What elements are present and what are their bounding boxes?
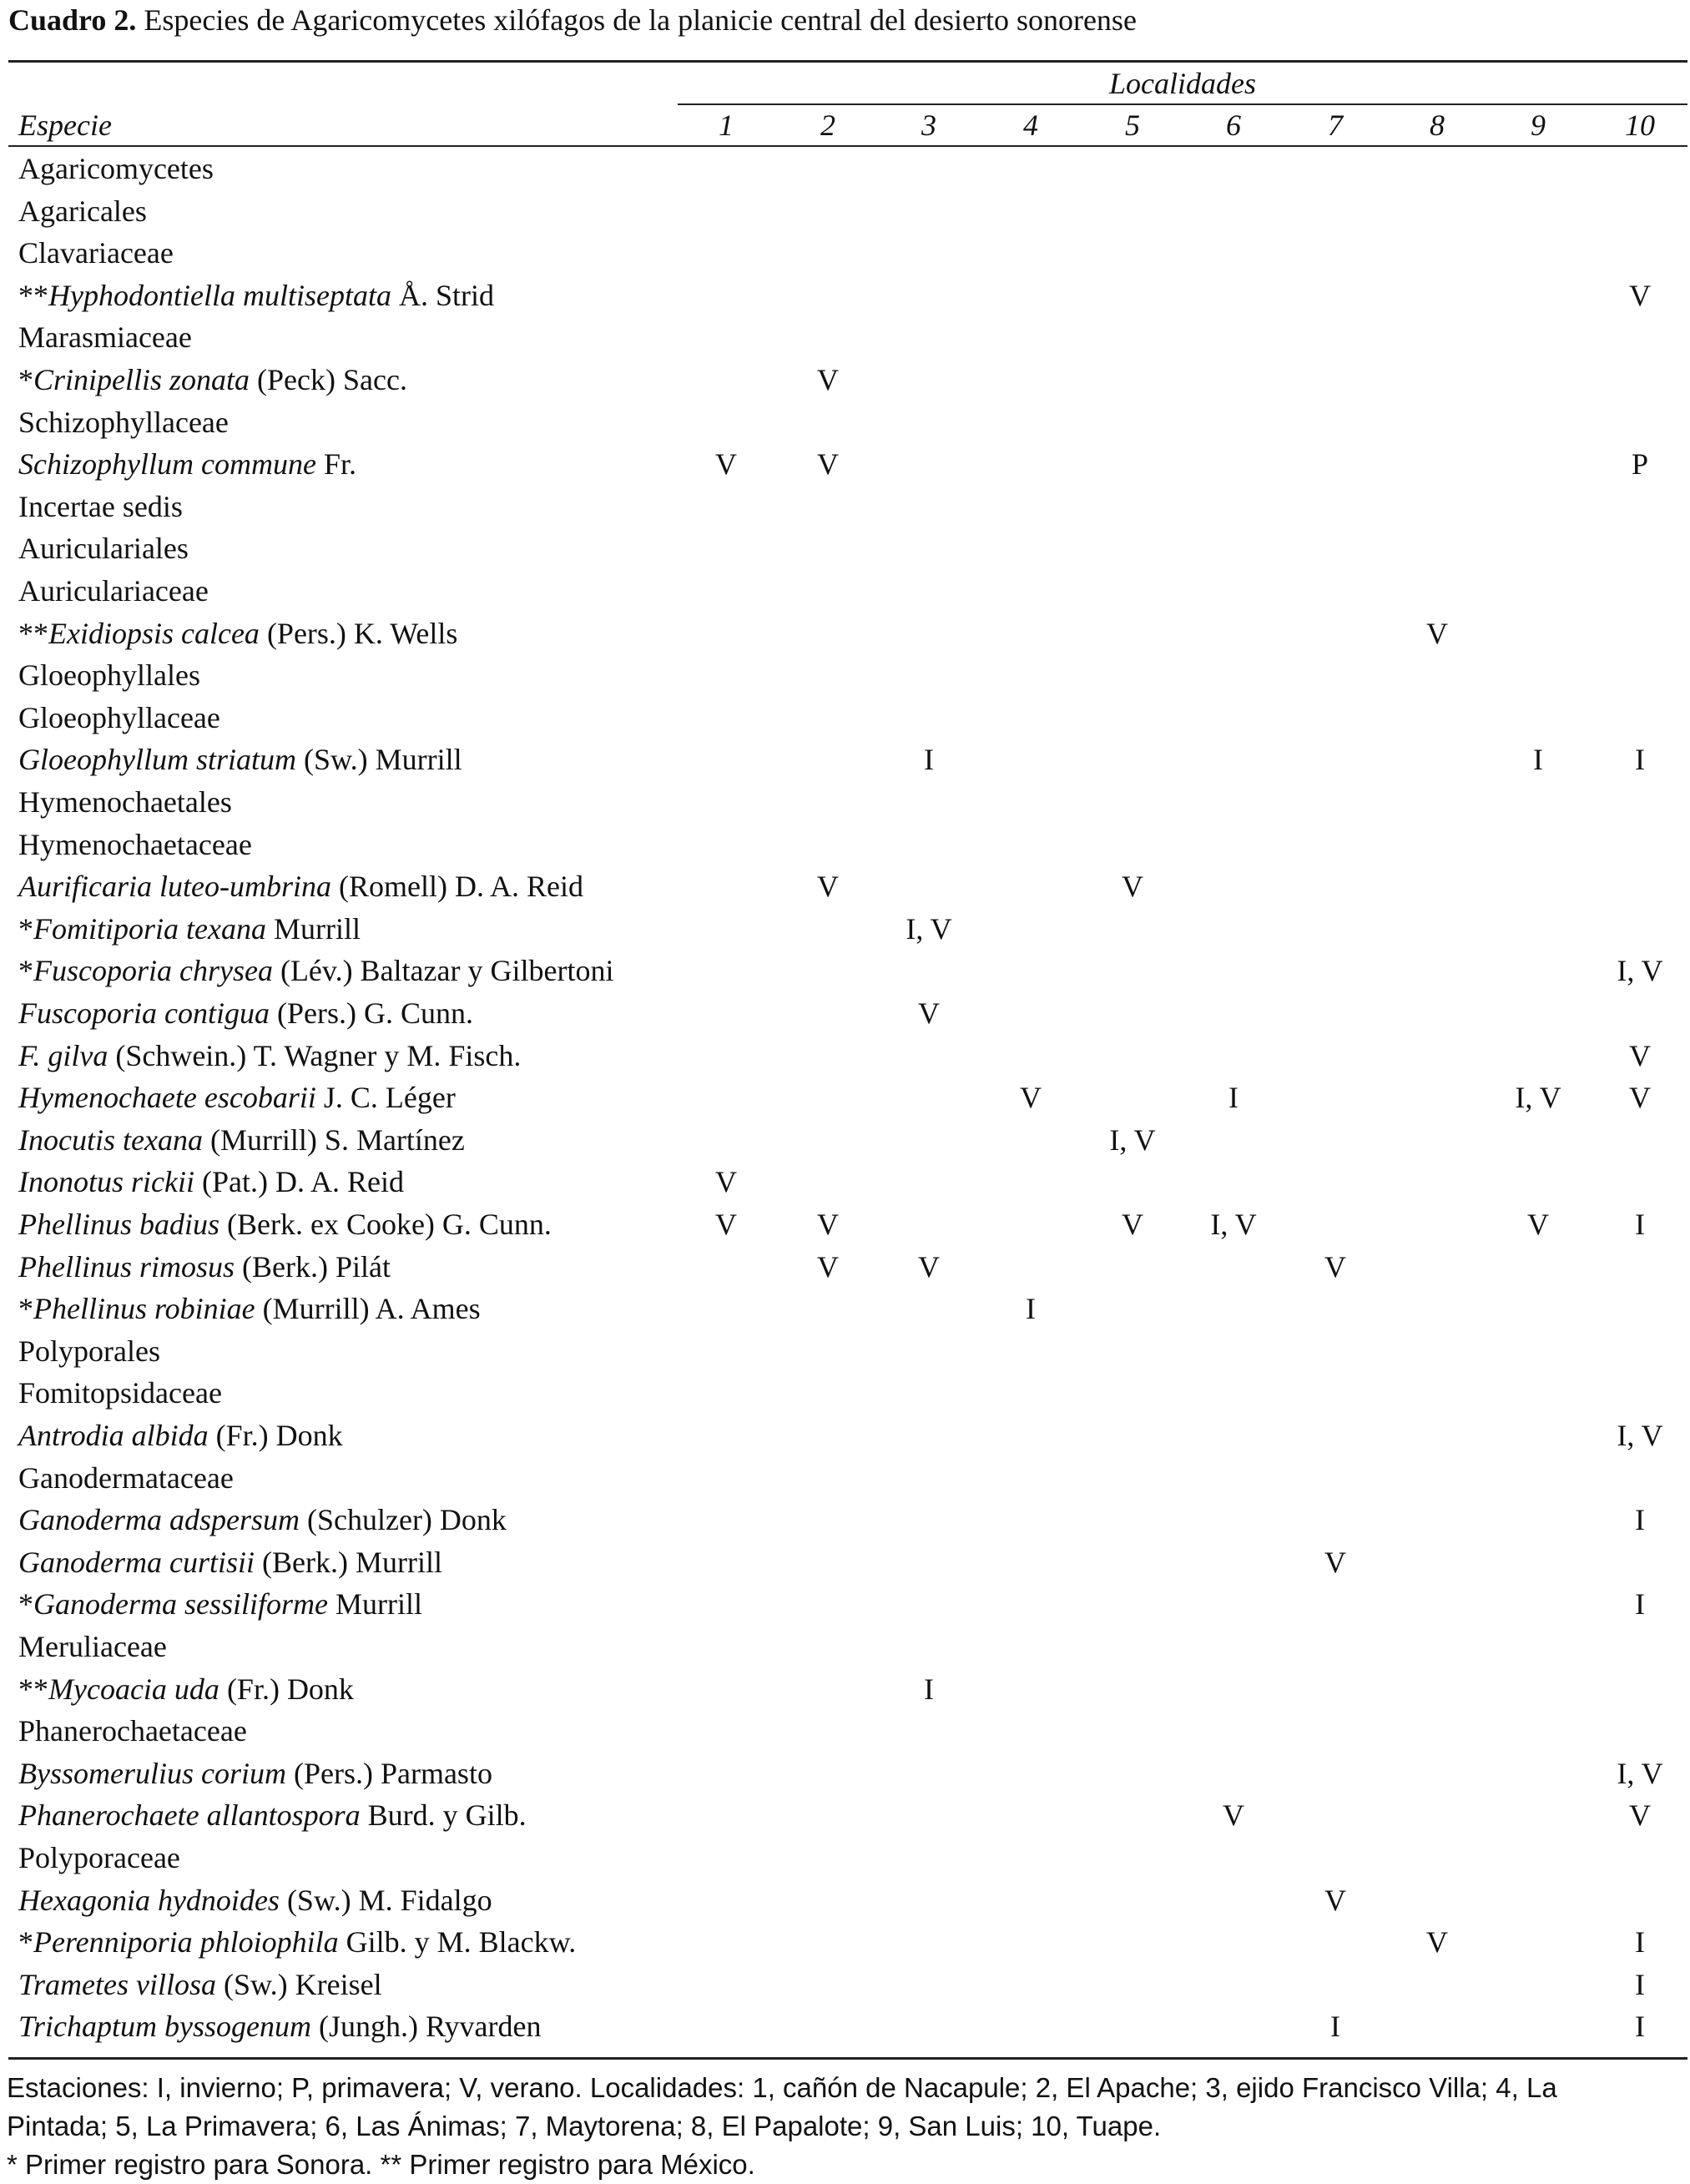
species-binomial: Byssomerulius corium [18,1756,286,1790]
species-name [18,910,361,947]
table-cell: I, V [1210,1208,1257,1241]
header-rule [8,145,1687,147]
table-cell: V [1629,1038,1651,1072]
table-cell: V [715,1165,737,1199]
species-binomial: Mycoacia uda [48,1672,219,1706]
taxon-label: Auriculariaceae [18,574,209,608]
taxon-label: Polyporales [18,1334,160,1368]
table-cell: I [1635,743,1645,777]
table-cell: V [1426,616,1448,650]
species-name [18,361,407,398]
table-cell: I [1228,1081,1238,1115]
table-cell: V [715,447,737,482]
species-author: (Romell) D. A. Reid [330,870,583,904]
species-name [18,1163,404,1200]
species-name [18,741,462,778]
column-header-1: 1 [719,108,734,142]
species-author: Murrill [265,911,361,946]
species-author: (Sw.) M. Fidalgo [279,1883,492,1917]
column-header-5: 5 [1125,108,1140,142]
species-author: Murrill [328,1587,422,1622]
table-cell: I [1635,2010,1645,2044]
species-author: (Pers.) K. Wells [259,616,458,650]
table-cell: I [924,743,934,777]
column-header-10: 10 [1625,108,1655,142]
species-name [18,1079,456,1116]
column-header-6: 6 [1226,108,1241,142]
species-name [18,1417,343,1454]
species-prefix: ** [18,1672,48,1706]
species-name [18,995,473,1031]
taxon-label: Incertae sedis [18,489,183,523]
taxon-label: Phanerochaetaceae [18,1714,247,1748]
taxon-label: Clavariaceae [18,236,174,270]
note-line: * Primer registro para Sonora. ** Primer registro para México. [7,2149,755,2180]
species-binomial: Hexagonia hydnoides [18,1883,280,1917]
species-binomial: Perenniporia phloiophila [33,1925,339,1960]
species-name [18,1290,481,1327]
species-prefix: * [18,954,33,988]
table-cell: V [715,1208,737,1241]
table-cell: I, V [1109,1122,1156,1157]
table-cell: V [918,996,940,1030]
species-binomial: Phanerochaete allantospora [18,1798,361,1833]
species-name [18,1586,422,1622]
table-cell: V [817,447,839,482]
table-cell: I [1635,1587,1645,1622]
species-prefix: * [18,1292,33,1326]
species-name [18,615,457,652]
table-cell: I [1635,1925,1645,1960]
species-binomial: F. gilva [18,1038,108,1072]
table-cell: V [1122,1208,1143,1241]
column-header-7: 7 [1328,108,1343,142]
species-binomial: Antrodia albida [18,1419,209,1452]
species-prefix: ** [18,278,48,312]
species-name [18,1122,465,1158]
table-cell: V [1426,1925,1448,1960]
table-cell: I [1635,1503,1645,1537]
species-binomial: Gloeophyllum striatum [18,743,296,777]
species-name [18,1037,521,1074]
species-author: (Schulzer) Donk [300,1503,507,1537]
table-cell: I [1026,1292,1036,1326]
bottom-rule [8,2057,1687,2060]
species-author: (Pers.) Parmasto [285,1756,492,1790]
species-binomial: Ganoderma curtisii [18,1545,255,1579]
species-prefix: * [18,1587,33,1622]
species-name [18,1671,354,1707]
table-cell: I, V [906,911,952,946]
species-binomial: Fuscoporia chrysea [33,954,273,988]
table-cell: V [1527,1208,1549,1241]
table-cell: V [1629,1081,1651,1115]
species-author: (Berk.) Murrill [255,1545,442,1579]
species-author: (Peck) Sacc. [250,363,407,396]
column-header-4: 4 [1023,108,1038,142]
table-cell: V [1629,1798,1651,1833]
species-name [18,1882,492,1919]
column-header-8: 8 [1430,108,1445,142]
taxon-label: Marasmiaceae [18,320,192,355]
species-author: (Berk.) Pilát [235,1249,391,1284]
table-cell: V [817,1249,839,1284]
species-author: (Murrill) S. Martínez [202,1122,465,1157]
species-name [18,446,356,482]
table-cell: I [1635,1208,1645,1241]
species-binomial: Crinipellis zonata [33,363,250,396]
species-author: J. C. Léger [315,1081,456,1115]
species-name [18,1755,492,1792]
taxon-label: Hymenochaetales [18,785,232,819]
species-binomial: Aurificaria luteo-umbrina [18,870,331,904]
table-cell: V [817,1208,839,1241]
species-binomial: Ganoderma sessiliforme [33,1587,328,1622]
species-name [18,2008,542,2045]
table-cell: V [817,870,839,904]
table-cell: V [1020,1081,1042,1115]
species-prefix: * [18,1925,33,1960]
species-binomial: Trichaptum byssogenum [18,2010,311,2044]
species-author: Å. Strid [391,278,494,312]
caption-label: Cuadro 2. [8,3,137,37]
species-author: (Fr.) Donk [219,1672,354,1706]
taxon-label: Schizophyllaceae [18,405,229,439]
species-binomial: Fuscoporia contigua [18,996,270,1030]
table-cell: V [918,1249,940,1284]
table-cell: I [1533,743,1543,777]
note-line: Estaciones: I, invierno; P, primavera; V, verano. Localidades: 1, cañón de Nacapule; 2, El Apache; 3, ejido Francisco Villa; 4, La [7,2072,1557,2103]
species-binomial: Inocutis texana [18,1122,203,1157]
column-header-2: 2 [820,108,835,142]
especie-header: Especie [18,108,112,142]
caption-text: Especies de Agaricomycetes xilófagos de la planicie central del desierto sonorense [136,3,1137,37]
taxon-label: Polyporaceae [18,1841,180,1874]
table-cell: I [1635,1967,1645,2001]
taxon-label: Meruliaceae [18,1630,167,1663]
species-author: (Jungh.) Ryvarden [311,2010,542,2044]
species-author: Burd. y Gilb. [360,1798,527,1833]
table-cell: V [1122,870,1143,904]
table-cell: V [817,363,839,396]
species-name [18,1248,391,1285]
species-prefix: * [18,911,33,946]
table-caption [8,2,1137,38]
species-author: (Pers.) G. Cunn. [269,996,473,1030]
species-author: Fr. [315,447,356,482]
species-author: (Berk. ex Cooke) G. Cunn. [219,1208,552,1241]
species-name [18,1797,527,1833]
table-cell: V [1324,1545,1346,1579]
species-name [18,1966,382,2003]
taxon-label: Auriculariales [18,532,189,566]
table-cell: I, V [1617,1756,1663,1790]
species-binomial: Schizophyllum commune [18,447,316,482]
species-binomial: Phellinus rimosus [18,1249,235,1284]
column-header-3: 3 [921,108,936,142]
species-author: (Sw.) Kreisel [216,1967,382,2001]
species-prefix: * [18,363,33,396]
table-cell: V [1223,1798,1244,1833]
species-name [18,277,494,314]
taxon-label: Agaricales [18,194,147,228]
top-rule [8,60,1687,63]
species-binomial: Inonotus rickii [18,1165,194,1199]
species-binomial: Phellinus robiniae [33,1292,255,1326]
species-name [18,1206,552,1243]
taxon-label: Gloeophyllales [18,658,200,693]
table-cell: I, V [1515,1081,1561,1115]
localidades-rule [678,103,1687,105]
column-header-9: 9 [1531,108,1546,142]
species-binomial: Hyphodontiella multiseptata [48,278,391,312]
species-binomial: Trametes villosa [18,1967,217,2001]
taxon-label: Agaricomycetes [18,152,214,185]
table-cell: I, V [1617,1419,1663,1452]
taxon-label: Fomitopsidaceae [18,1376,222,1410]
species-binomial: Exidiopsis calcea [48,616,260,650]
species-name [18,1924,576,1960]
species-author: (Schwein.) T. Wagner y M. Fisch. [108,1038,522,1072]
localidades-header: Localidades [1109,67,1256,100]
note-line: Pintada; 5, La Primavera; 6, Las Ánimas; 7, Maytorena; 8, El Papalote; 9, San Luis; 10, Tuape. [7,2111,1162,2141]
species-name [18,952,613,989]
species-name [18,1544,442,1581]
species-author: (Sw.) Murrill [295,743,462,777]
species-binomial: Fomitiporia texana [33,911,266,946]
table-cell: V [1324,1883,1346,1917]
species-binomial: Hymenochaete escobarii [18,1081,316,1115]
species-binomial: Phellinus badius [18,1208,219,1241]
species-author: (Fr.) Donk [208,1419,343,1452]
species-name [18,1501,507,1538]
table-cell: V [1629,278,1651,312]
table-cell: P [1631,447,1649,482]
species-name [18,868,583,905]
species-author: (Murrill) A. Ames [255,1292,481,1326]
table-cell: I, V [1617,954,1663,988]
taxon-label: Gloeophyllaceae [18,700,220,734]
species-author: Gilb. y M. Blackw. [338,1925,577,1960]
taxon-label: Hymenochaetaceae [18,827,252,861]
table-cell: V [1324,1249,1346,1284]
taxon-label: Ganodermataceae [18,1460,234,1495]
species-author: (Pat.) D. A. Reid [194,1165,404,1199]
table-cell: I [924,1672,934,1706]
species-binomial: Ganoderma adspersum [18,1503,300,1537]
species-author: (Lév.) Baltazar y Gilbertoni [272,954,614,988]
table-cell: I [1330,2010,1340,2044]
species-prefix: ** [18,616,48,650]
